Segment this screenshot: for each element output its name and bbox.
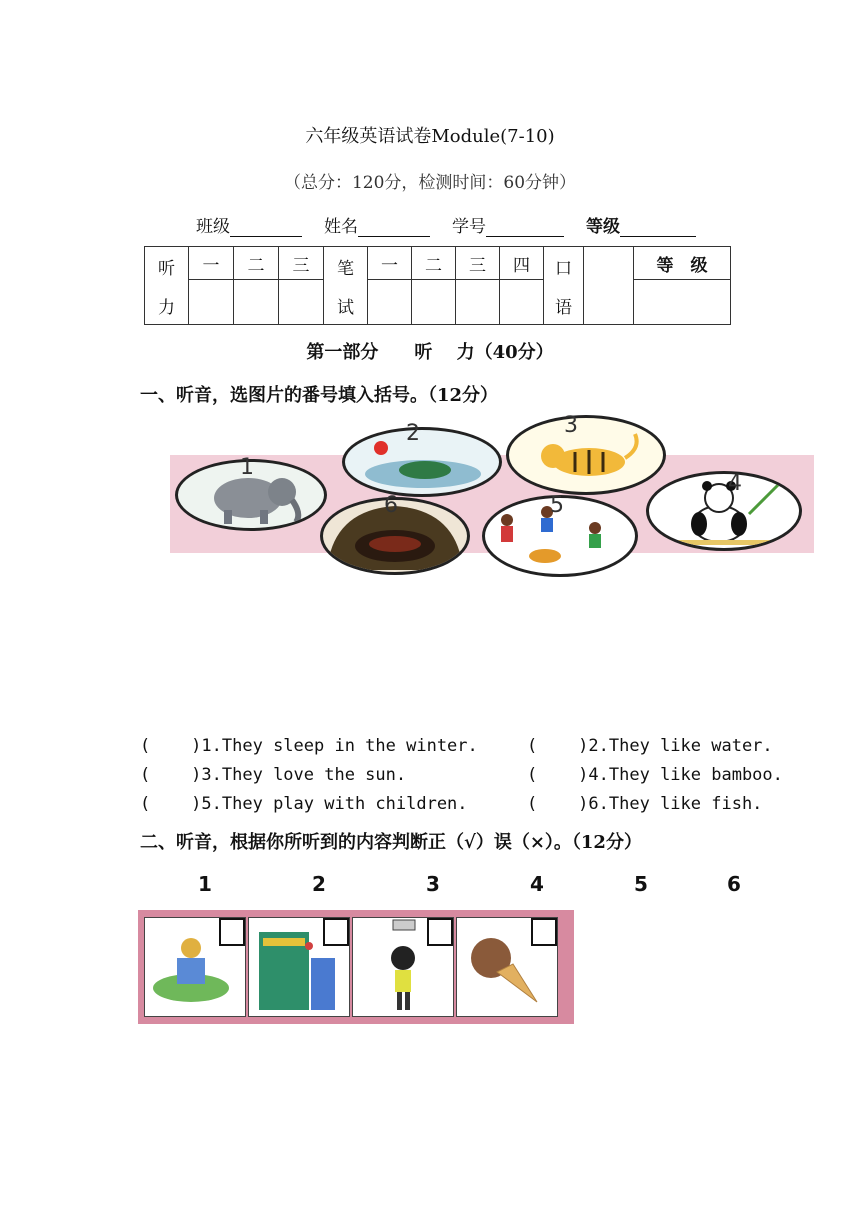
picture-number-4: 4 xyxy=(728,471,742,496)
class-label: 班级 xyxy=(196,217,230,237)
animal-pictures xyxy=(170,413,814,585)
grade-score-cell[interactable] xyxy=(634,280,731,325)
grade-blank[interactable] xyxy=(620,218,696,237)
judge-box-3[interactable] xyxy=(427,918,453,946)
tiger-picture xyxy=(506,415,666,495)
listening-score-3[interactable] xyxy=(279,280,324,325)
basketball-picture xyxy=(352,917,454,1017)
section2-number-4: 4 xyxy=(530,872,544,896)
oral-score-cell[interactable] xyxy=(584,247,634,325)
written-score-2[interactable] xyxy=(412,280,456,325)
picture-number-2: 2 xyxy=(406,421,420,446)
section1-heading: 一、听音，选图片的番号填入括号。（12分） xyxy=(140,385,499,406)
picture-number-5: 5 xyxy=(550,493,564,518)
building-picture xyxy=(248,917,350,1017)
listening-col-3: 三 xyxy=(279,247,324,280)
section2-number-6: 6 xyxy=(727,872,741,896)
judge-box-4[interactable] xyxy=(531,918,557,946)
judgement-pictures xyxy=(138,910,574,1024)
question-3[interactable]: ( )3.They love the sun. xyxy=(140,765,407,785)
judge-box-1[interactable] xyxy=(219,918,245,946)
picture-number-6: 6 xyxy=(384,493,398,518)
name-label: 姓名 xyxy=(324,217,358,237)
written-header: 笔 试 xyxy=(324,247,368,325)
picture-number-1: 1 xyxy=(240,455,254,480)
written-col-1: 一 xyxy=(368,247,412,280)
section2-number-1: 1 xyxy=(198,872,212,896)
written-score-3[interactable] xyxy=(456,280,500,325)
panda-picture xyxy=(646,471,802,551)
turtle-picture xyxy=(342,427,502,497)
picture-number-3: 3 xyxy=(564,413,578,438)
listening-score-1[interactable] xyxy=(189,280,234,325)
section2-number-5: 5 xyxy=(634,872,648,896)
question-5[interactable]: ( )5.They play with children. xyxy=(140,794,468,814)
written-score-4[interactable] xyxy=(500,280,544,325)
listening-score-2[interactable] xyxy=(234,280,279,325)
section2-number-3: 3 xyxy=(426,872,440,896)
exam-subtitle: （总分：120分，检测时间：60分钟） xyxy=(283,173,577,193)
exam-title: 六年级英语试卷Module(7-10) xyxy=(305,126,555,147)
judge-box-2[interactable] xyxy=(323,918,349,946)
listening-header: 听 力 xyxy=(145,247,189,325)
class-blank[interactable] xyxy=(230,218,302,237)
number-blank[interactable] xyxy=(486,218,564,237)
oral-header: 口 语 xyxy=(544,247,584,325)
ice-cream-picture xyxy=(456,917,558,1017)
section2-heading: 二、听音，根据你所听到的内容判断正（√）误（×）。（12分） xyxy=(140,832,642,853)
question-6[interactable]: ( )6.They like fish. xyxy=(527,794,763,814)
part1-title: 第一部分 听 力（40分） xyxy=(306,342,554,363)
question-4[interactable]: ( )4.They like bamboo. xyxy=(527,765,783,785)
question-2[interactable]: ( )2.They like water. xyxy=(527,736,773,756)
written-score-1[interactable] xyxy=(368,280,412,325)
grade-header: 等 级 xyxy=(634,247,731,280)
question-1[interactable]: ( )1.They sleep in the winter. xyxy=(140,736,478,756)
listening-col-2: 二 xyxy=(234,247,279,280)
listening-col-1: 一 xyxy=(189,247,234,280)
number-label: 学号 xyxy=(452,217,486,237)
written-col-3: 三 xyxy=(456,247,500,280)
student-info-row xyxy=(196,212,718,237)
score-table xyxy=(144,246,731,325)
name-blank[interactable] xyxy=(358,218,430,237)
written-col-4: 四 xyxy=(500,247,544,280)
park-fountain-picture xyxy=(144,917,246,1017)
grade-label: 等级 xyxy=(586,217,620,237)
written-col-2: 二 xyxy=(412,247,456,280)
section2-number-2: 2 xyxy=(312,872,326,896)
